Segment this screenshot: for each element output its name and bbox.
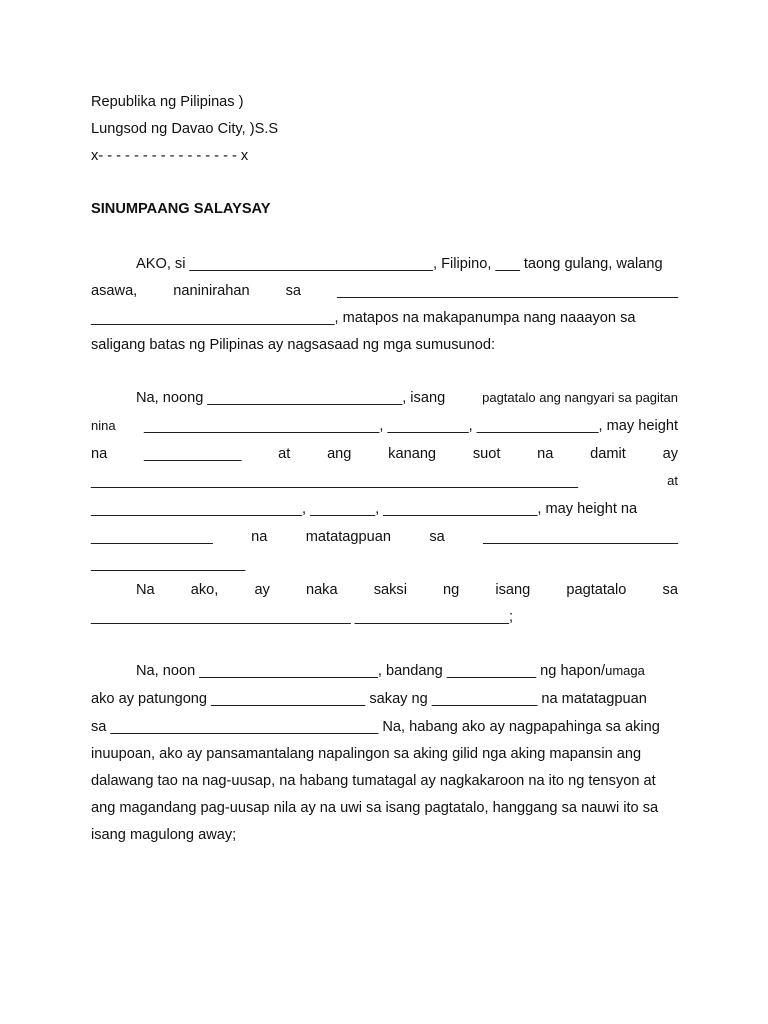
para1-line4: saligang batas ng Pilipinas ay nagsasaad ng mga sumusunod: xyxy=(91,337,496,353)
blank-height: ____________ xyxy=(143,446,242,462)
word: asawa, xyxy=(91,283,138,299)
para4-line1 xyxy=(136,662,678,680)
word: ng xyxy=(443,582,460,598)
word: naka xyxy=(305,582,338,598)
word: saksi xyxy=(373,582,407,598)
para1-line1-text: AKO, si ______________________________, Filipino, ___ taong gulang, walang xyxy=(136,256,663,272)
para4-line1-text: Na, noon ______________________, bandang ___________ ng hapon/ xyxy=(136,663,606,679)
para1-line2 xyxy=(91,282,678,300)
header-city: Lungsod ng Davao City, )S.S xyxy=(91,121,279,137)
word: at xyxy=(667,473,678,488)
para2-line6 xyxy=(91,528,678,546)
word: at xyxy=(278,446,291,462)
para4-line7: isang magulong away; xyxy=(91,827,237,843)
para4-line4: inuupoan, ako ay pansamantalang napalingon sa aking gilid nga aking mapansin ang xyxy=(91,746,642,762)
word: sa xyxy=(662,582,678,598)
para2-line1-small: pagtatalo ang nangyari sa pagitan xyxy=(482,390,678,405)
word: sa xyxy=(285,283,302,299)
para2-line2 xyxy=(91,417,678,435)
para1-line1 xyxy=(136,255,678,273)
para4-line2: ako ay patungong ___________________ sakay ng _____________ na matatagpuan xyxy=(91,691,647,707)
word: na xyxy=(91,446,108,462)
blank-height: _______________ xyxy=(91,529,213,545)
para2-line1 xyxy=(136,389,678,407)
para2-line2-text: _____________________________, __________, _______________, may height xyxy=(144,418,678,434)
para4-line3: sa _________________________________ Na, habang ako ay nagpapahinga sa aking xyxy=(91,719,660,735)
word: na xyxy=(251,529,268,545)
blank-location: ________________________ xyxy=(483,529,678,545)
word: na xyxy=(537,446,554,462)
word: kanang xyxy=(388,446,437,462)
para3-line2: ________________________________ ___________________; xyxy=(91,609,514,625)
word: pagtatalo xyxy=(566,582,627,598)
word: ay xyxy=(254,582,270,598)
word: sa xyxy=(429,529,445,545)
word: ang xyxy=(327,446,352,462)
word: naninirahan xyxy=(173,283,250,299)
para2-line3 xyxy=(91,445,678,463)
blank-clothing: ____________________________________________________________ xyxy=(91,473,578,489)
word: damit xyxy=(590,446,626,462)
para2-line5: __________________________, ________, ___________________, may height na xyxy=(91,501,638,517)
word: ako, xyxy=(190,582,219,598)
header-separator: x- - - - - - - - - - - - - - - - x xyxy=(91,148,249,164)
document-title: SINUMPAANG SALAYSAY xyxy=(91,201,271,217)
para4-line1-small: umaga xyxy=(605,663,645,678)
para2-line4 xyxy=(91,472,678,490)
word: nina xyxy=(91,418,116,433)
word: ay xyxy=(662,446,678,462)
blank-address: __________________________________________ xyxy=(337,283,678,299)
para4-line5: dalawang tao na nag-uusap, na habang tumatagal ay nagkakaroon na ito ng tensyon at xyxy=(91,773,656,789)
word: isang xyxy=(495,582,531,598)
word: suot xyxy=(472,446,501,462)
para3-line1 xyxy=(136,581,678,599)
word: matatagpuan xyxy=(305,529,391,545)
para2-line1-text: Na, noong ________________________, isang xyxy=(136,390,446,406)
para4-line6: ang magandang pag-uusap nila ay na uwi sa isang pagtatalo, hanggang sa nauwi ito sa xyxy=(91,800,659,816)
header-republic: Republika ng Pilipinas ) xyxy=(91,94,244,110)
word: Na xyxy=(136,582,155,598)
para2-line7: ___________________ xyxy=(91,556,246,572)
para1-line3: ______________________________, matapos na makapanumpa nang naaayon sa xyxy=(91,310,636,326)
